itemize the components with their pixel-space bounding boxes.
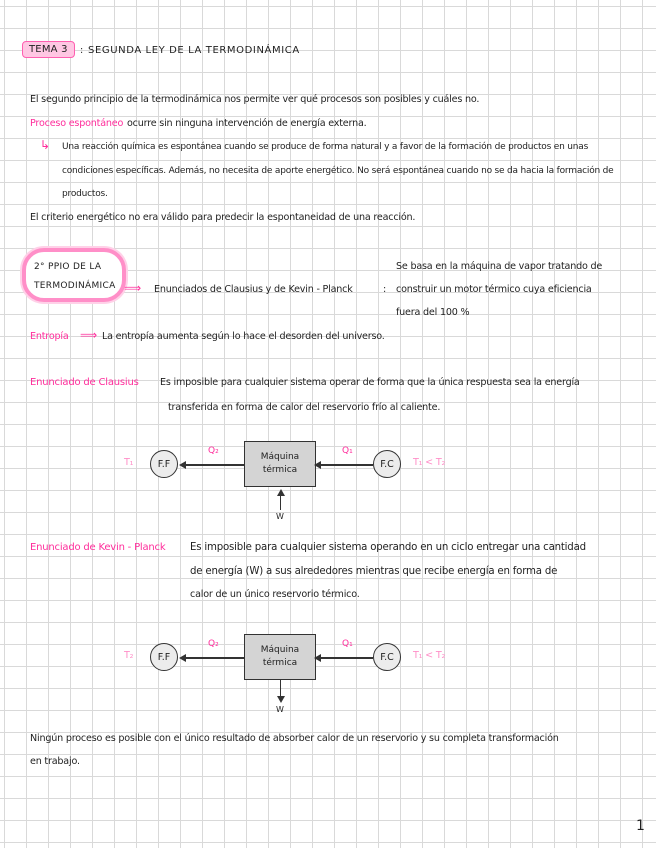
page-number: 1 [636, 818, 645, 834]
double-arrow-icon: ⟹ [124, 281, 142, 295]
spontaneous-definition: ocurre sin ninguna intervención de energía externa. [127, 118, 367, 129]
work-label: W [276, 512, 284, 521]
work-label-2: W [276, 705, 284, 714]
heat-q2-label-2: Q₂ [208, 639, 219, 649]
entropy-term: Entropía [30, 331, 69, 342]
heat-arrowhead-left [179, 461, 186, 469]
cloud-line-2: TERMODINÁMICA [34, 281, 116, 291]
basis-line-1: Se basa en la máquina de vapor tratando de [396, 261, 603, 272]
spontaneous-term: Proceso espontáneo [30, 118, 124, 129]
page-title: SEGUNDA LEY DE LA TERMODINÁMICA [88, 45, 300, 56]
heat-flow-left-2 [184, 657, 244, 659]
heat-q1-label-2: Q₁ [342, 639, 353, 649]
heat-flow-right-2 [316, 657, 373, 659]
clausius-text-1: Es imposible para cualquier sistema operar de forma que la única respuesta sea la energía [160, 377, 580, 388]
kelvin-temp-relation: T₁ < T₂ [413, 650, 446, 661]
heat-engine-box-2 [244, 634, 316, 680]
detail-line-1: Una reacción química es espontánea cuando se produce de forma natural y a favor de la formación de productos en unas [62, 142, 589, 152]
work-arrowhead-down [277, 696, 285, 703]
statements-colon: : [383, 284, 387, 295]
hot-source-node-2 [373, 643, 401, 671]
engine-label-1b: Máquina [260, 644, 300, 655]
statements-label: Enunciados de Clausius y de Kevin - Planck [154, 284, 353, 295]
kelvin-temp-left: T₂ [124, 650, 134, 661]
engine-label-1: Máquina [260, 451, 300, 462]
kelvin-term: Enunciado de Kevin - Planck [30, 542, 166, 553]
heat-arrowhead-right [314, 461, 321, 469]
clausius-temp-left: T₁ [124, 457, 134, 468]
clausius-text-2: transferida en forma de calor del reservorio frío al caliente. [168, 402, 441, 413]
detail-line-2: condiciones específicas. Además, no necesita de aporte energético. No será espontánea cuando no se da hacia la formación de [62, 166, 614, 176]
heat-flow-left [184, 464, 244, 466]
basis-line-2: construir un motor térmico cuya eficiencia [396, 284, 592, 295]
heat-flow-right [316, 464, 373, 466]
kelvin-text-2: de energía (W) a sus alrededores mientras que recibe energía en forma de [190, 566, 558, 577]
engine-label-2: térmica [262, 465, 298, 475]
clausius-term: Enunciado de Clausius [30, 377, 139, 388]
cold-source-label-2: F.F [157, 651, 171, 663]
sub-arrow-icon: ↳ [40, 138, 50, 152]
title-colon: : [80, 45, 84, 56]
entropy-arrow-icon: ⟹ [80, 328, 98, 342]
clausius-temp-relation: T₁ < T₂ [413, 457, 446, 468]
principle-cloud [22, 248, 126, 302]
conclusion-line-1: Ningún proceso es posible con el único resultado de absorber calor de un reservorio y su completa transformación [30, 733, 559, 744]
work-arrowhead-up [277, 489, 285, 496]
basis-line-3: fuera del 100 % [396, 307, 470, 318]
heat-arrowhead-right-2 [314, 654, 321, 662]
conclusion-line-2: en trabajo. [30, 756, 80, 767]
hot-source-node [373, 450, 401, 478]
engine-label-2b: térmica [262, 658, 298, 668]
heat-engine-box [244, 441, 316, 487]
topic-badge: TEMA 3 [22, 41, 75, 58]
entropy-definition: La entropía aumenta según lo hace el desorden del universo. [102, 331, 385, 342]
heat-q2-label: Q₂ [208, 446, 219, 456]
heat-arrowhead-left-2 [179, 654, 186, 662]
kelvin-text-3: calor de un único reservorio térmico. [190, 589, 360, 600]
cold-source-node [150, 450, 178, 478]
detail-line-3: productos. [62, 189, 108, 199]
cold-source-label: F.F [157, 458, 171, 470]
hot-source-label: F.C [380, 458, 394, 470]
cloud-line-1: 2° PPIO DE LA [34, 262, 102, 272]
hot-source-label-2: F.C [380, 651, 394, 663]
criterion-line: El criterio energético no era válido para predecir la espontaneidad de una reacción. [30, 212, 416, 223]
intro-line: El segundo principio de la termodinámica nos permite ver qué procesos son posibles y cuáles no. [30, 94, 480, 105]
kelvin-text-1: Es imposible para cualquier sistema operando en un ciclo entregar una cantidad [190, 542, 586, 553]
heat-q1-label: Q₁ [342, 446, 353, 456]
cold-source-node-2 [150, 643, 178, 671]
